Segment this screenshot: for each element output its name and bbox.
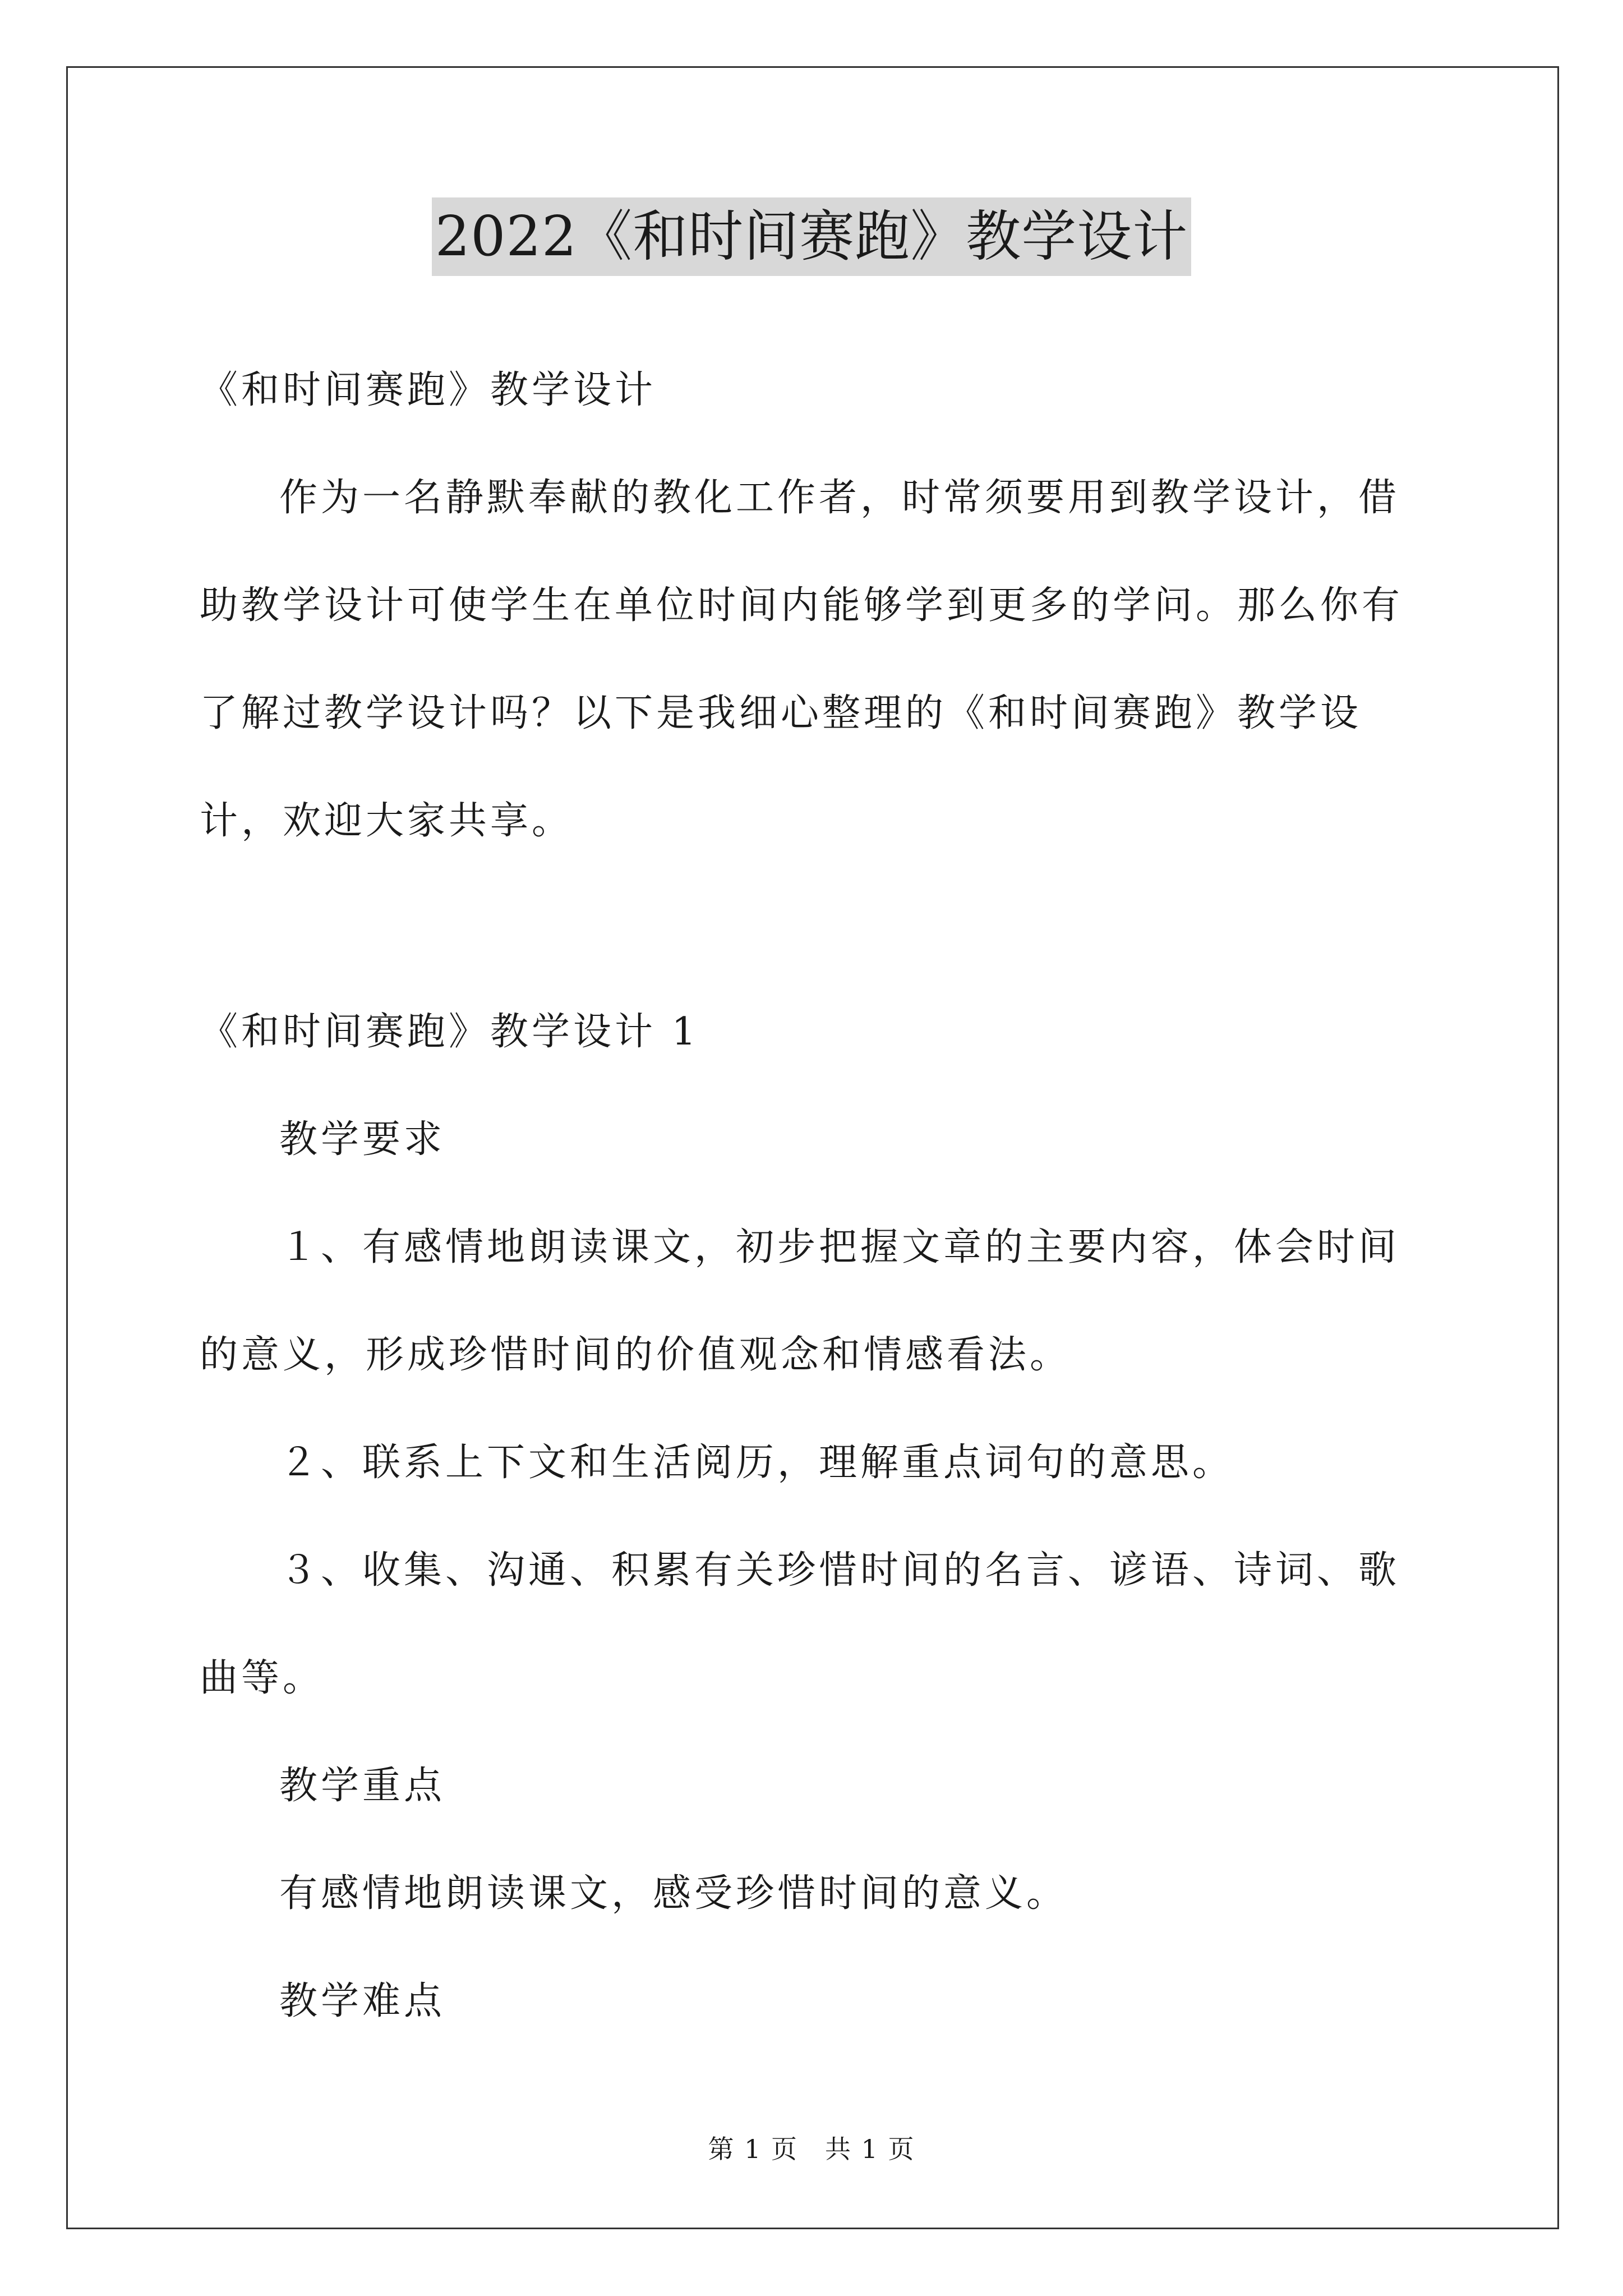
key-points-text: 有感情地朗读课文，感受珍惜时间的意义。 — [279, 1871, 1068, 1916]
subheading-difficulties: 教学难点 — [279, 1979, 446, 2023]
intro-paragraph: 作为一名静默奉献的教化工作者，时常须要用到教学设计，借助教学设计可使学生在单位时间内能够学到更多的学问。那么你有了解过教学设计吗？以下是我细心整理的《和时间赛跑》教学设计，欢迎大家共享。 — [200, 476, 1404, 843]
section-heading-1: 《和时间赛跑》教学设计 1 — [200, 1010, 699, 1054]
requirement-item-1: １、有感情地朗读课文，初步把握文章的主要内容，体会时间的意义，形成珍惜时间的价值观念和情感看法。 — [200, 1225, 1400, 1377]
page-footer: 第 1 页 共 1 页 — [708, 2134, 915, 2164]
section-heading: 《和时间赛跑》教学设计 — [200, 368, 657, 412]
document-body — [200, 337, 1439, 2055]
requirement-item-3: ３、收集、沟通、积累有关珍惜时间的名言、谚语、诗词、歌曲等。 — [200, 1548, 1400, 1700]
requirement-item-2: ２、联系上下文和生活阅历，理解重点词句的意思。 — [279, 1441, 1234, 1485]
subheading-key-points: 教学重点 — [279, 1764, 446, 1808]
title-container — [0, 197, 1623, 276]
subheading-requirements: 教学要求 — [279, 1117, 446, 1162]
document-title: 2022《和时间赛跑》教学设计 — [432, 197, 1191, 276]
